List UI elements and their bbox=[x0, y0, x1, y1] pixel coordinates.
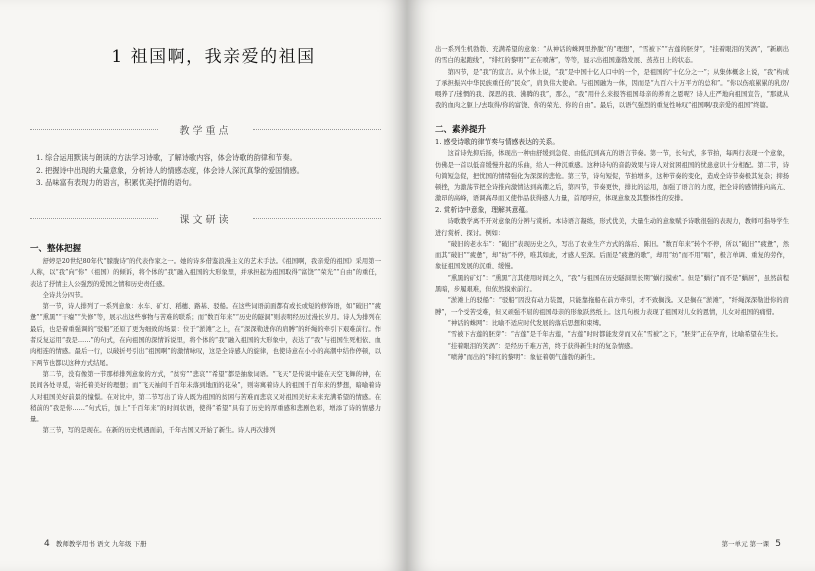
paragraph: 全诗共分四节。 bbox=[42, 291, 87, 299]
section2-heading: 二、素养提升 bbox=[435, 124, 487, 135]
left-body bbox=[30, 243, 381, 526]
right-body bbox=[435, 44, 789, 528]
section1-heading: 一、整体把握 bbox=[30, 244, 82, 254]
page-number: 4 bbox=[44, 539, 50, 549]
book-title: 教师教学用书 语文 九年级 下册 bbox=[55, 540, 147, 548]
paragraph: “神话的蛛网”：比喻不适应时代发展的落后思想和束缚。 bbox=[447, 319, 606, 327]
paragraph: “熏黑的矿灯”：“熏黑”言其使用时间之久，“我”与祖国在历史隧洞里长期“蜗行摸索”。但是“蜗行”而不是“蜗居”，虽然前程黑暗，步履艰难，但依然摸索前行。 bbox=[435, 274, 789, 294]
paragraph: “淤滩上的驳船”：“驳船”因没有动力装置，只能靠拖船在前方牵引，才不致搁浅。又是搁在“淤滩”，“纤绳深深勒进你的肩膊”，一个受苦受难，但又顽强不屈的祖国母亲的形象跃然纸上。这几句极力表现了祖国对儿女的恩情，儿女对祖国的痛惜。 bbox=[435, 297, 789, 316]
divider-line bbox=[253, 218, 381, 219]
teaching-focus-label: 教学重点 bbox=[179, 126, 232, 137]
left-page bbox=[0, 0, 407, 571]
paragraph: 第一节，诗人排列了一系列意象：水车、矿灯、稻穗、路基、驳船。在这些词语前面都有或长或短的修饰语，如“破旧”“疲惫”“熏黑”“干瘪”“失修”等，展示出这些事物与苦难的联系；而“数百年来”“历史的隧洞”则表明经历过漫长岁月。诗人为排列在最后，也是着重强调的“驳船”还原了更为细致的场景：位于“淤滩”之上，在“深深勒进你的肩膊”的纤绳的牵引下艰难前行。作者反复运用“我是……”的句式，在向祖国的深情诉说里，将个体的“我”融入祖国的大形象中，表达了“我”与祖国生死相依、血肉相连的情感。最后一行，以破折号引出“祖国啊”的激情咏叹，这是全诗感人的旋律，也使诗意在小小的高潮中结作停顿，以下两节也都以这种方式结尾。 bbox=[30, 303, 381, 367]
continuation-text bbox=[435, 44, 789, 112]
focus-item: 2. 把握诗中出现的大量意象，分析诗人的情感态度，体会诗人深沉真挚的爱国情感。 bbox=[36, 165, 304, 175]
subsection1-heading: 1. 感受诗歌的律节奏与情感表达的关系。 bbox=[435, 137, 560, 146]
text-analysis-label: 课文研读 bbox=[179, 215, 232, 226]
focus-item: 3. 品味富有表现力的语言，积累优美抒情的语句。 bbox=[36, 178, 197, 187]
divider-line bbox=[253, 129, 381, 130]
paragraph: “雪被下古莲的胚芽”：“古莲”是千年古莲，“古莲”时时都能发芽而又在“雪被”之下，“胚芽”正在孕育，比喻希望在生长。 bbox=[447, 331, 783, 339]
paragraph: 第三节，写的是现在。在新的历史机遇面前，千年古国又开始了新生。诗人再次排列 bbox=[42, 427, 276, 435]
lesson-title: 1 祖国啊，我亲爱的祖国 bbox=[111, 47, 316, 67]
right-footer bbox=[722, 539, 785, 549]
section1-text bbox=[30, 256, 381, 437]
paragraph: 这首诗先抑后扬，体现出一种由舒缓到急促、由低沉到高亢的语言节奏。第一节，长句式，多节拍，每两行表现一个意象，仿佛是一首以低音缓慢升起的乐曲，给人一种沉重感。这种诗句的音韵效果与诗人对贫困祖国的忧患意识十分相配。第二节，诗句简短急促，把忧国的情绪强化为深深的悲怆。第三节，诗句短促，节拍增多，这种节奏的变化，造成全诗节奏极其复杂；抑扬顿挫，为激荡节把全诗推向激情达到高潮之后，第四节，节奏更快，排比的运用，加强了语言的力度，把全诗的感情推向高亢、激昂的高峰，语调高昂而又使作品获得感人力量，首尾呼应，体现意象及其整体性的安排。 bbox=[435, 150, 789, 203]
paragraph: 第二节，没有像第一节那样排列意象的方式，“贫穷”“悲哀”“希望”都是抽象词语。“飞天”是传说中能在天空飞舞的神，在民间各处寻觅，寄托着美好的理想；而“飞天袖间千百年未落到地面的花朵”，则寄寓着诗人的祖国千百年来的梦想，暗喻着诗人对祖国美好前景的憧憬。在对比中，第二节写出了诗人既为祖国的贫困与苦难而悲哀又对祖国美好未来充满希望的情感。在稍前的“我是你……”句式后，加上“千百年来”的时间状语，使得“希望”具有了历史的厚重感和悲剧色彩，增添了诗的情感力量。 bbox=[30, 370, 381, 424]
right-page bbox=[407, 0, 815, 571]
page-number: 5 bbox=[775, 539, 781, 549]
subsection2-text bbox=[435, 216, 789, 363]
left-footer bbox=[40, 539, 147, 549]
teaching-focus-list bbox=[36, 152, 377, 190]
paragraph: 诗歌教学离不开对意象的分辨与赏析。本诗语言凝练，形式优美，大量生动的意象赋予诗歌很强的表现力，教师可指导学生进行赏析、探讨。例如： bbox=[435, 218, 789, 237]
focus-item: 1. 综合运用默读与朗读的方法学习诗歌，了解诗歌内容，体会诗歌的韵律和节奏。 bbox=[36, 153, 297, 162]
paragraph: “挂着眼泪的笑涡”：是经历千难万苦，终于获得新生时的复杂情感。 bbox=[447, 342, 637, 350]
paragraph: 第四节，是“我”的宣言。从个体上说，“我”是中国十亿人口中的一个，是祖国的“十亿分之一”；从集体概念上说，“我”构成了承担振兴中华民族重任的“民众”，肩负伟大使命。与祖国融为一体，因而是“九百六十万平方的总和”。“你以伤痕累累的乳房/喂养了/迷惘的我、深思的我、沸腾的我”，那么，“我”用什么来报答祖国母亲的养育之恩呢？诗人庄严地向祖国宣告，“那就从我的血肉之躯上/去取得/你的富饶、你的荣光、你的自由”。最后，以语气强烈的重复性咏叹“祖国啊/我亲爱的祖国”终篇。 bbox=[435, 68, 789, 110]
unit-label: 第一单元 第一课 bbox=[721, 540, 770, 548]
teaching-focus-header bbox=[30, 122, 381, 136]
paragraph: 出一系列生机勃勃、充满希望的意象：“从神话的蛛网里挣脱”的“理想”，“雪被下”“古莲的胚芽”，“挂着眼泪的笑涡”，“新刷出的雪白的起跑线”，“绯红的黎明”“正在喷薄”，等等，显示出祖国蓬勃发展、蒸蒸日上的状态。 bbox=[435, 46, 789, 65]
text-analysis-header bbox=[30, 211, 381, 225]
paragraph: 舒婷是20世纪80年代“朦胧诗”的代表作家之一。她的诗多借鉴浪漫主义的艺术手法。《祖国啊，我亲爱的祖国》采用第一人称，以“我”向“你”（祖国）的倾诉，将个体的“我”融入祖国的大形象里，并承担起为祖国取得“富饶”“荣光”“自由”的重任，表达了抒情主人公强烈的爱国之情和历史责任感。 bbox=[30, 258, 381, 288]
paragraph: “破旧的老水车”：“破旧”表现历史之久，写出了农业生产方式的落后、陈旧。“数百年来”转个不停，所以“破旧”“疲惫”，然而其“破旧”“疲惫”，却“纺”不停，唯其如此，才感人至深。后面是“疲惫的歌”，却用“纺”而不用“唱”，极言单调、重复的劳作，象征祖国发展的沉重、缓慢。 bbox=[435, 240, 789, 271]
subsection1-text bbox=[435, 148, 789, 204]
paragraph: “喷薄”而出的“绯红的黎明”：象征着朝气蓬勃的新生。 bbox=[447, 353, 600, 361]
subsection2-heading: 2. 赏析诗中意象，理解其意蕴。 bbox=[435, 205, 533, 214]
